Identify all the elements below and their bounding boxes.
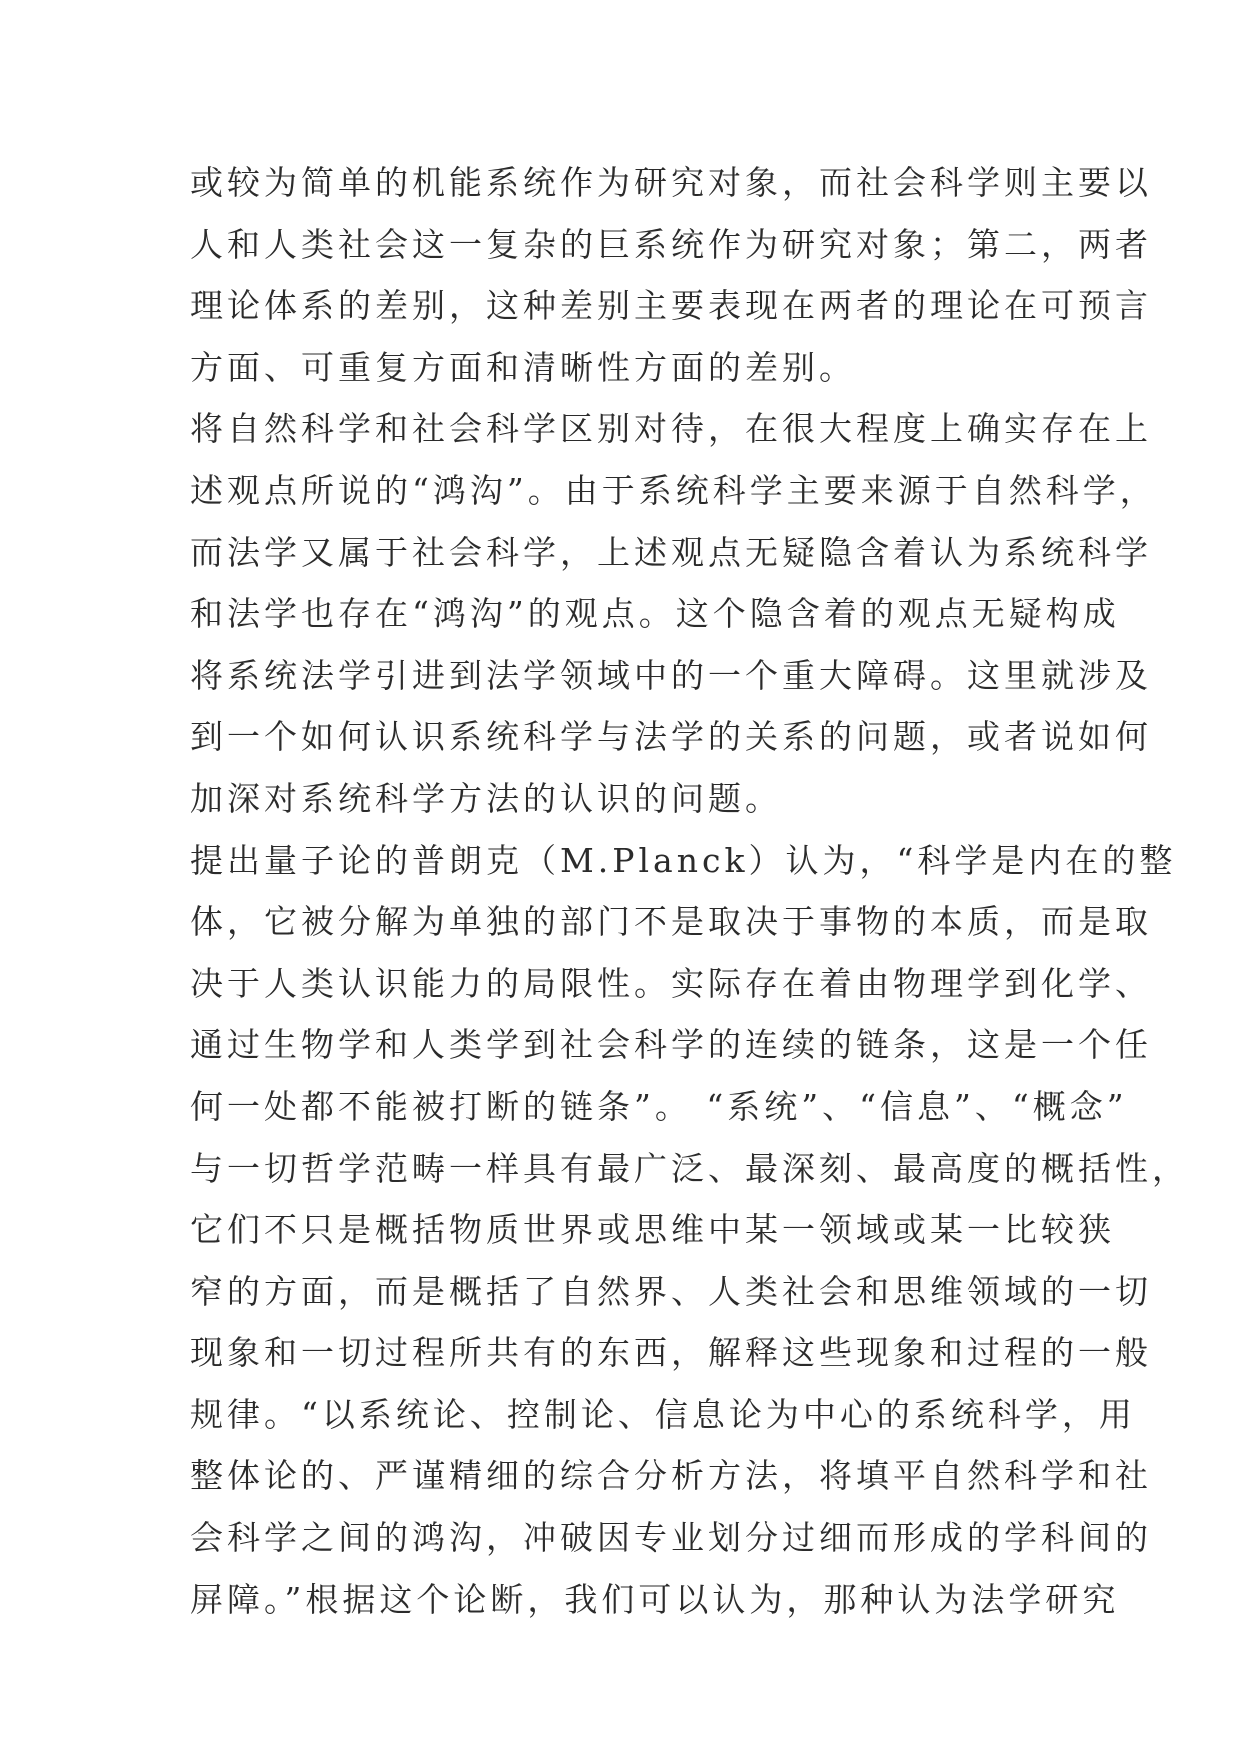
text-line: 与一切哲学范畴一样具有最广泛、最深刻、最高度的概括性，	[190, 1148, 1189, 1188]
text-line: 屏障。”根据这个论断，我们可以认为，那种认为法学研究	[190, 1579, 1120, 1619]
text-line: 将系统法学引进到法学领域中的一个重大障碍。这里就涉及	[190, 655, 1152, 695]
text-line: 决于人类认识能力的局限性。实际存在着由物理学到化学、	[190, 963, 1152, 1003]
text-line: 它们不只是概括物质世界或思维中某一领域或某一比较狭	[190, 1210, 1115, 1250]
text-line: 何一处都不能被打断的链条”。 “系统”、“信息”、“概念”	[190, 1086, 1128, 1126]
text-line: 加深对系统科学方法的认识的问题。	[190, 778, 782, 818]
text-line: 方面、可重复方面和清晰性方面的差别。	[190, 347, 856, 387]
text-line: 窄的方面，而是概括了自然界、人类社会和思维领域的一切	[190, 1271, 1152, 1311]
text-line: 现象和一切过程所共有的东西，解释这些现象和过程的一般	[190, 1333, 1152, 1373]
text-line: 和法学也存在“鸿沟”的观点。这个隐含着的观点无疑构成	[190, 594, 1120, 634]
text-line: 提出量子论的普朗克（M.Planck）认为，“科学是内在的整	[190, 840, 1177, 880]
text-line: 通过生物学和人类学到社会科学的连续的链条，这是一个任	[190, 1025, 1152, 1065]
text-line: 会科学之间的鸿沟，冲破因专业划分过细而形成的学科间的	[190, 1518, 1152, 1558]
text-line: 到一个如何认识系统科学与法学的关系的问题，或者说如何	[190, 717, 1152, 757]
text-line: 而法学又属于社会科学，上述观点无疑隐含着认为系统科学	[190, 532, 1152, 572]
text-line: 规律。“以系统论、控制论、信息论为中心的系统科学，用	[190, 1394, 1136, 1434]
text-line: 述观点所说的“鸿沟”。由于系统科学主要来源于自然科学，	[190, 470, 1157, 510]
text-line: 整体论的、严谨精细的综合分析方法，将填平自然科学和社	[190, 1456, 1152, 1496]
text-line: 体，它被分解为单独的部门不是取决于事物的本质，而是取	[190, 902, 1152, 942]
text-line: 将自然科学和社会科学区别对待，在很大程度上确实存在上	[190, 409, 1152, 449]
body-text	[190, 152, 1189, 1630]
text-line: 理论体系的差别，这种差别主要表现在两者的理论在可预言	[190, 286, 1152, 326]
text-line: 人和人类社会这一复杂的巨系统作为研究对象；第二，两者	[190, 224, 1152, 264]
text-line: 或较为简单的机能系统作为研究对象，而社会科学则主要以	[190, 163, 1152, 202]
